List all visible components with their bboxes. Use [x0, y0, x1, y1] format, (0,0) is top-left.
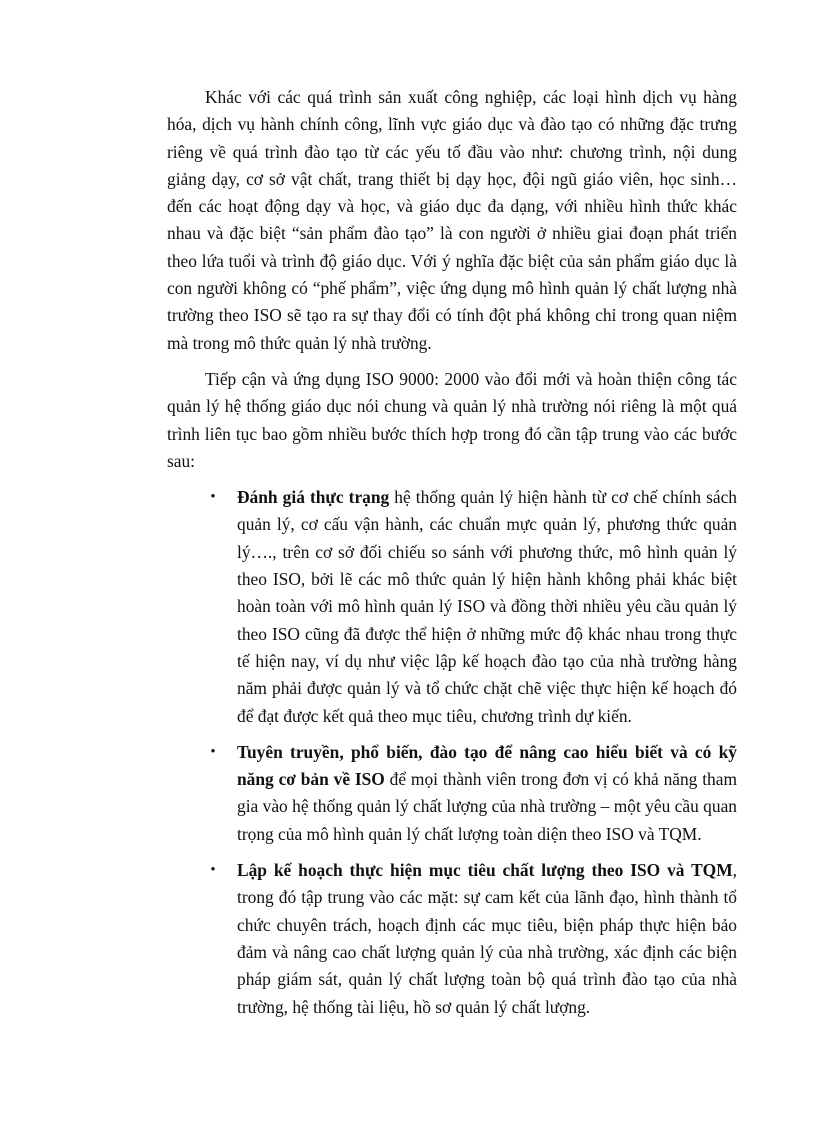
bullet-icon: •: [210, 489, 216, 506]
list-item-text: hệ thống quản lý hiện hành từ cơ chế chính sách quản lý, cơ cấu vận hành, các chuẩn mực quản lý, phương thức quản lý…., trên cơ sở đối chiếu so sánh với phương thức, mô hình quản lý theo ISO, bởi lẽ các mô thức quản lý hiện hành không phải khác biệt hoàn toàn với mô hình quản lý ISO và đồng thời nhiều yêu cầu quản lý theo ISO cũng đã được thể hiện ở những mức độ khác nhau trong thực tế hiện nay, ví dụ như việc lập kế hoạch đào tạo của nhà trường hàng năm phải được quản lý và tổ chức chặt chẽ việc thực hiện kế hoạch đó để đạt được kết quả theo mục tiêu, chương trình dự kiến.: [237, 487, 737, 726]
list-item-body: [237, 484, 737, 730]
bullet-icon: •: [210, 862, 216, 879]
list-item-heading: Đánh giá thực trạng: [237, 487, 390, 508]
list-item: [167, 739, 737, 848]
list-item-text: , trong đó tập trung vào các mặt: sự cam kết của lãnh đạo, hình thành tổ chức chuyên trách, hoạch định các mục tiêu, biện pháp thực hiện bảo đảm và nâng cao chất lượng quản lý của nhà trường, xác định các biện pháp giám sát, quản lý chất lượng toàn bộ quá trình đào tạo của nhà trường, hệ thống tài liệu, hồ sơ quản lý chất lượng.: [237, 860, 737, 1017]
steps-list: [167, 484, 737, 1021]
list-item-body: [237, 739, 737, 848]
paragraph-intro: Khác với các quá trình sản xuất công nghiệp, các loại hình dịch vụ hàng hóa, dịch vụ hành chính công, lĩnh vực giáo dục và đào tạo có những đặc trưng riêng về quá trình đào tạo từ các yếu tố đầu vào như: chương trình, nội dung giảng dạy, cơ sở vật chất, trang thiết bị dạy học, đội ngũ giáo viên, học sinh… đến các hoạt động dạy và học, và giáo dục đa dạng, với nhiều hình thức khác nhau và đặc biệt “sản phẩm đào tạo” là con người ở nhiều giai đoạn phát triển theo lứa tuổi và trình độ giáo dục. Với ý nghĩa đặc biệt của sản phẩm giáo dục là con người không có “phế phẩm”, việc ứng dụng mô hình quản lý chất lượng nhà trường theo ISO sẽ tạo ra sự thay đổi có tính đột phá không chỉ trong quan niệm mà trong mô thức quản lý nhà trường.: [167, 87, 737, 353]
list-item-body: [237, 857, 737, 1021]
bullet-icon: •: [210, 743, 216, 760]
list-item-heading: Lập kế hoạch thực hiện mục tiêu chất lượng theo ISO và TQM: [237, 860, 733, 881]
document-body: [167, 84, 737, 1030]
paragraph-approach: Tiếp cận và ứng dụng ISO 9000: 2000 vào đổi mới và hoàn thiện công tác quản lý hệ thống giáo dục nói chung và quản lý nhà trường nói riêng là một quá trình liên tục bao gồm nhiều bước thích hợp trong đó cần tập trung vào các bước sau:: [167, 368, 737, 471]
list-item: [167, 484, 737, 730]
list-item-heading: Tuyên truyền, phổ biến, đào tạo để nâng cao hiểu biết và có kỹ năng cơ bản về ISO: [237, 741, 737, 790]
list-item: [167, 857, 737, 1021]
list-item-text: để mọi thành viên trong đơn vị có khả năng tham gia vào hệ thống quản lý chất lượng của nhà trường – một yêu cầu quan trọng của mô hình quản lý chất lượng toàn diện theo ISO và TQM.: [237, 769, 737, 844]
